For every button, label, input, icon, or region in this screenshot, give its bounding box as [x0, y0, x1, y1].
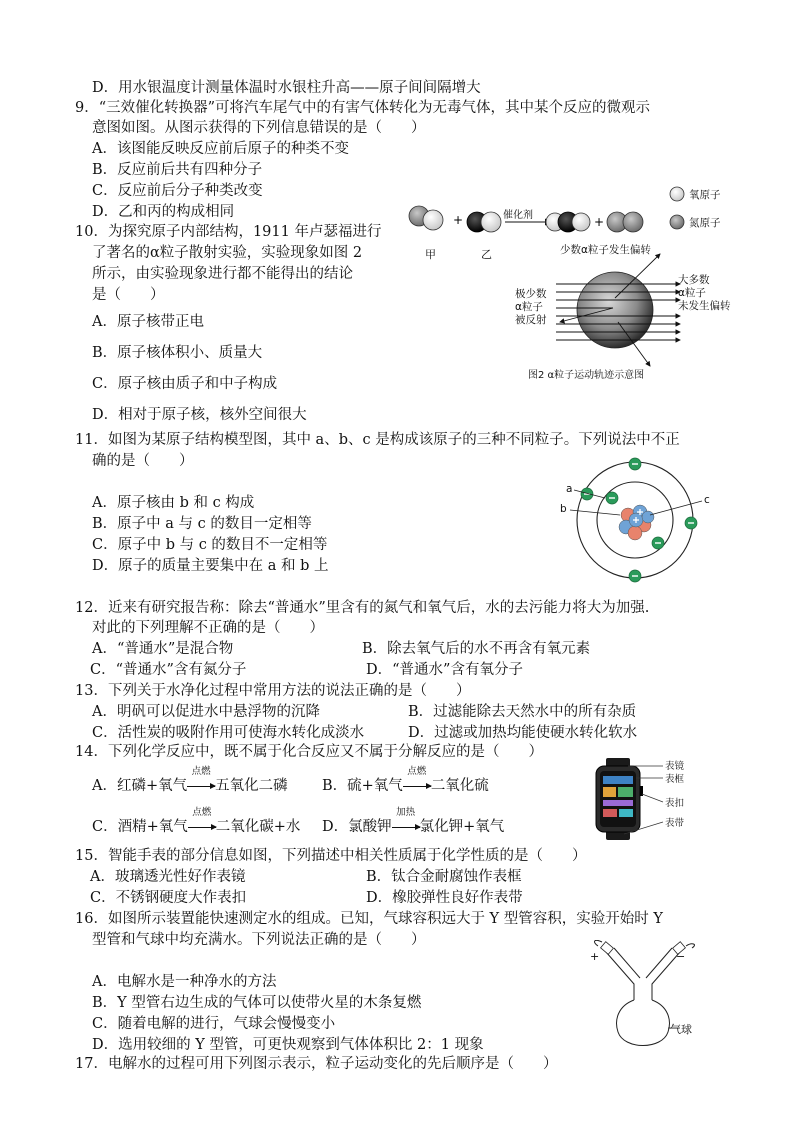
label-b: b: [560, 503, 567, 515]
q14-c-products: 二氧化碳+水: [215, 819, 301, 835]
q14-d-reactants: D．氯酸钾: [322, 819, 392, 835]
q13-option-a: A．明矾可以促进水中悬浮物的沉降: [92, 704, 320, 720]
q14-option-a: [92, 766, 288, 796]
label-balloon: 气球: [670, 1023, 692, 1036]
q9-stem-cont: 意图如图。从图示获得的下列信息错误的是（ ）: [92, 120, 426, 136]
anode-plus-sign: +: [590, 950, 600, 963]
q8-option-d: D．用水银温度计测量体温时水银柱升高——原子间间隔增大: [92, 80, 481, 96]
q16-option-a: A．电解水是一种净水的方法: [92, 974, 277, 990]
label-majority-1: 大多数: [678, 274, 710, 286]
q11-stem: 11．如图为某原子结构模型图，其中 a、b、c 是构成该原子的三种不同粒子。下列说法中不正: [75, 432, 680, 448]
q16-option-c: C．随着电解的进行，气球会慢慢变小: [92, 1016, 336, 1032]
q16-option-d: D．选用较细的 Y 型管，可更快观察到气体体积比 2：1 现象: [92, 1037, 484, 1053]
q11-stem-2: 确的是（ ）: [92, 453, 194, 469]
q15-option-d: D．橡胶弹性良好作表带: [366, 890, 523, 906]
q14-a-products: 五氧化二磷: [215, 778, 288, 794]
q10-stem: 10．为探究原子内部结构，1911 年卢瑟福进行: [75, 224, 382, 240]
alpha-scattering-diagram: [510, 238, 742, 383]
q11-option-b: B．原子中 a 与 c 的数目一定相等: [92, 516, 312, 532]
q10-option-d: D．相对于原子核，核外空间很大: [92, 407, 307, 423]
q9-option-b: B．反应前后共有四种分子: [92, 162, 263, 178]
legend-oxygen: 氧原子: [689, 189, 721, 201]
q10-stem-3: 所示，由实验现象进行都不能得出的结论: [92, 266, 353, 282]
q14-d-arrow: [392, 807, 420, 837]
q16-option-b: B．Y 型管右边生成的气体可以使带火星的木条复燃: [92, 995, 422, 1011]
q13-option-c: C．活性炭的吸附作用可使海水转化成淡水: [92, 725, 365, 741]
q9-option-d: D．乙和丙的构成相同: [92, 204, 235, 220]
q16-stem: 16．如图所示装置能快速测定水的组成。已知，气球容积远大于 Y 型管容积，实验开始时 Y: [75, 911, 663, 927]
legend-nitrogen: 氮原子: [689, 217, 721, 229]
q11-option-c: C．原子中 b 与 c 的数目不一定相等: [92, 537, 328, 553]
electrolysis-y-tube-diagram: [588, 940, 708, 1060]
q15-option-c: C．不锈钢硬度大作表扣: [90, 890, 247, 906]
q16-stem-2: 型管和气球中均充满水。下列说法正确的是（ ）: [92, 932, 426, 948]
label-jia: 甲: [425, 248, 436, 261]
q10-stem-4: 是（ ）: [92, 287, 165, 303]
q12-option-a: A．“普通水”是混合物: [92, 641, 234, 657]
catalyst-label: 催化剂: [503, 210, 533, 221]
q11-option-d: D．原子的质量主要集中在 a 和 b 上: [92, 558, 329, 574]
q14-stem: 14．下列化学反应中，既不属于化合反应又不属于分解反应的是（ ）: [75, 744, 543, 760]
q10-option-b: B．原子核体积小、质量大: [92, 345, 263, 361]
svg-text:+: +: [594, 215, 605, 229]
q13-option-d: D．过滤或加热均能使硬水转化软水: [408, 725, 638, 741]
q15-option-a: A．玻璃透光性好作表镜: [90, 869, 246, 885]
q14-b-reactants: B．硫+氧气: [322, 778, 403, 794]
q14-b-products: 二氧化硫: [430, 778, 489, 794]
q9-stem: 9．“三效催化转换器”可将汽车尾气中的有害气体转化为无毒气体，其中某个反应的微观示: [75, 100, 651, 116]
q17-stem: 17．电解水的过程可用下列图示表示，粒子运动变化的先后顺序是（ ）: [75, 1056, 558, 1072]
label-majority-3: 未发生偏转: [678, 300, 731, 312]
label-a: a: [566, 483, 573, 495]
cathode-minus-sign: −: [676, 950, 686, 963]
q14-d-condition: 加热: [396, 807, 416, 818]
q15-option-b: B．钛合金耐腐蚀作表框: [366, 869, 522, 885]
q14-c-reactants: C．酒精+氧气: [92, 819, 188, 835]
q14-a-arrow: [187, 766, 215, 796]
q9-option-a: A．该图能反映反应前后原子的种类不变: [92, 141, 349, 157]
q14-option-d: [322, 807, 505, 837]
q12-option-c: C．“普通水”含有氮分子: [90, 662, 247, 678]
q14-option-b: [322, 766, 489, 796]
label-reflected-3: 被反射: [515, 314, 547, 326]
q10-stem-2: 了著名的α粒子散射实验，实验现象如图 2: [92, 245, 363, 261]
label-watch-frame: 表框: [665, 774, 685, 785]
q14-b-condition: 点燃: [407, 766, 427, 777]
q14-c-condition: 点燃: [192, 807, 212, 818]
q14-option-c: [92, 807, 301, 837]
smartwatch-diagram: [588, 758, 698, 840]
q14-a-condition: 点燃: [191, 766, 211, 777]
label-majority: [678, 274, 731, 313]
atom-structure-model: [560, 455, 720, 585]
label-few-deflected: 少数α粒子发生偏转: [560, 244, 651, 256]
q12-option-d: D．“普通水”含有氧分子: [366, 662, 523, 678]
figure-caption: 图2 α粒子运动轨迹示意图: [528, 370, 645, 381]
label-watch-clasp: 表扣: [665, 798, 685, 809]
q14-a-reactants: A．红磷+氧气: [92, 778, 188, 794]
label-reflected: [515, 288, 547, 327]
q12-stem-2: 对此的下列理解不正确的是（ ）: [92, 620, 324, 636]
q9-option-c: C．反应前后分子种类改变: [92, 183, 263, 199]
label-yi: 乙: [481, 248, 492, 261]
q14-c-arrow: [188, 807, 216, 837]
q10-option-a: A．原子核带正电: [92, 314, 204, 330]
label-watch-glass: 表镜: [665, 761, 685, 772]
q14-b-arrow: [403, 766, 431, 796]
label-reflected-2: α粒子: [515, 301, 543, 313]
label-watch-strap: 表带: [665, 818, 685, 829]
q11-option-a: A．原子核由 b 和 c 构成: [92, 495, 255, 511]
q12-stem: 12．近来有研究报告称：除去“普通水”里含有的氮气和氧气后，水的去污能力将大为加强.: [75, 600, 650, 616]
q15-stem: 15．智能手表的部分信息如图，下列描述中相关性质属于化学性质的是（ ）: [75, 848, 587, 864]
q10-option-c: C．原子核由质子和中子构成: [92, 376, 278, 392]
svg-text:+: +: [453, 213, 464, 227]
q12-option-b: B．除去氧气后的水不再含有氧元素: [362, 641, 591, 657]
label-reflected-1: 极少数: [515, 288, 547, 300]
label-majority-2: α粒子: [678, 287, 706, 299]
q14-d-products: 氯化钾+氧气: [419, 819, 505, 835]
label-c: c: [704, 494, 710, 506]
q13-option-b: B．过滤能除去天然水中的所有杂质: [408, 704, 637, 720]
q13-stem: 13．下列关于水净化过程中常用方法的说法正确的是（ ）: [75, 683, 471, 699]
